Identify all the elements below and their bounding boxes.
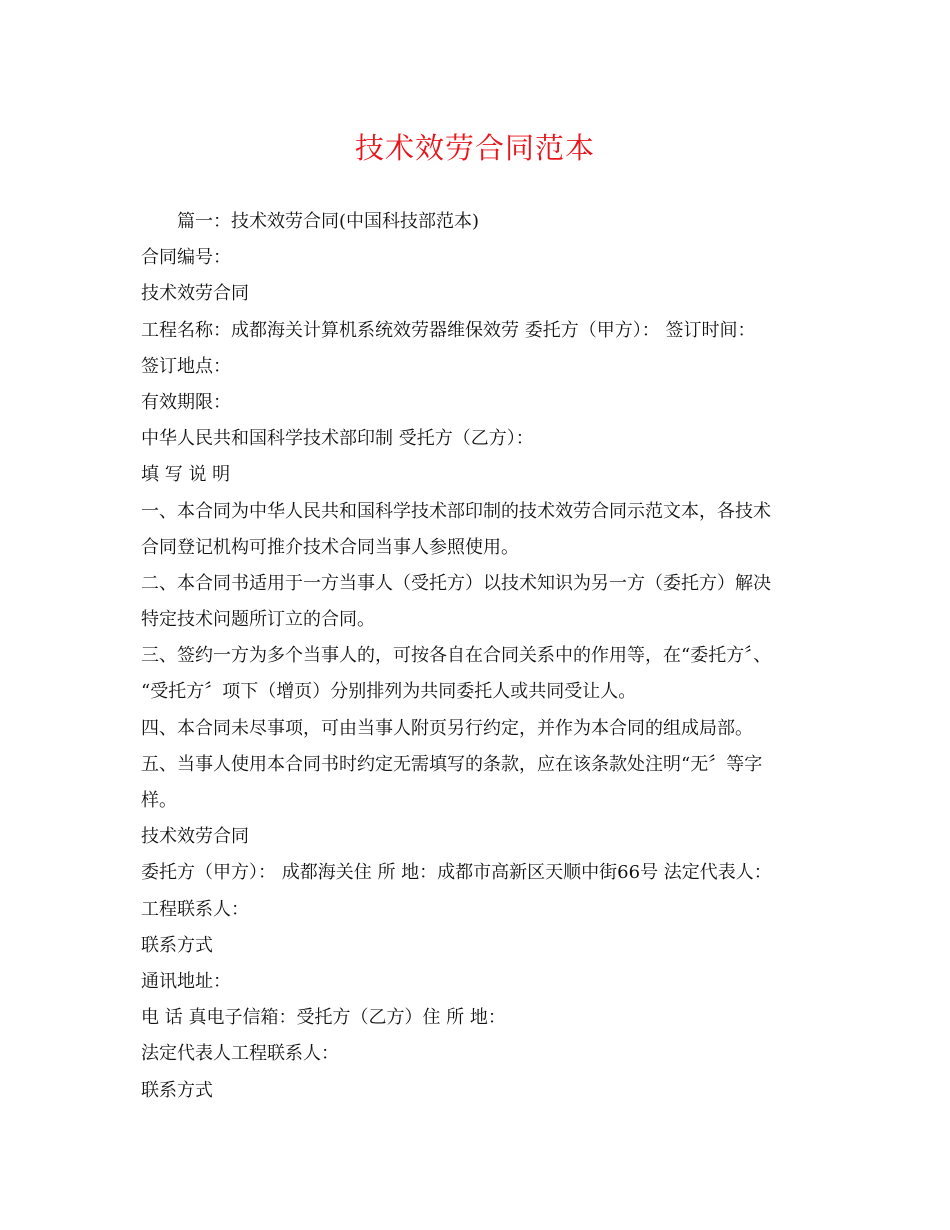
contact-method-line: 联系方式 [141, 934, 213, 956]
instruction-1-line-1: 一、本合同为中华人民共和国科学技术部印制的技术效劳合同示范文本，各技术 [141, 500, 771, 522]
instruction-5-line-2: 样。 [141, 790, 177, 811]
instruction-3-line-2: “受托方〞项下（增页）分别排列为共同委托人或共同受让人。 [141, 681, 637, 703]
mailing-address-line: 通讯地址： [141, 970, 231, 992]
instruction-1-line-2: 合同登记机构可推介技术合同当事人参照使用。 [141, 536, 519, 558]
contract-number-line: 合同编号： [141, 247, 231, 269]
printed-by-line: 中华人民共和国科学技术部印制 受托方（乙方）： [141, 428, 534, 450]
legal-rep-line: 法定代表人工程联系人： [141, 1043, 339, 1065]
phone-email-line: 电 话 真电子信箱：受托方（乙方）住 所 地： [141, 1007, 506, 1029]
client-info-line: 委托方（甲方）： 成都海关住 所 地：成都市高新区天顺中街66号 法定代表人： [141, 862, 772, 884]
project-name-line: 工程名称：成都海关计算机系统效劳器维保效劳 委托方（甲方）： 签订时间： [141, 319, 756, 341]
instruction-2-line-2: 特定技术问题所订立的合同。 [141, 609, 375, 631]
document-body [141, 204, 821, 1109]
instruction-5-line-1: 五、当事人使用本合同书时约定无需填写的条款，应在该条款处注明“无〞等字 [141, 753, 763, 775]
instruction-3-line-1: 三、签约一方为多个当事人的，可按各自在合同关系中的作用等，在“委托方〞、 [141, 645, 772, 667]
project-contact-line: 工程联系人： [141, 898, 249, 920]
contract-heading: 技术效劳合同 [141, 826, 249, 848]
sign-place-line: 签订地点： [141, 355, 231, 377]
contract-type-line: 技术效劳合同 [141, 283, 249, 305]
section-heading: 篇一：技术效劳合同(中国科技部范本) [177, 211, 480, 232]
instruction-2-line-1: 二、本合同书适用于一方当事人（受托方）以技术知识为另一方（委托方）解决 [141, 572, 771, 594]
instruction-4-line: 四、本合同未尽事项，可由当事人附页另行约定，并作为本合同的组成局部。 [141, 717, 753, 739]
contact-method-line-2: 联系方式 [141, 1079, 213, 1101]
instructions-heading: 填 写 说 明 [141, 464, 231, 486]
document-title: 技术效劳合同范本 [354, 131, 595, 165]
validity-line: 有效期限： [141, 391, 231, 413]
